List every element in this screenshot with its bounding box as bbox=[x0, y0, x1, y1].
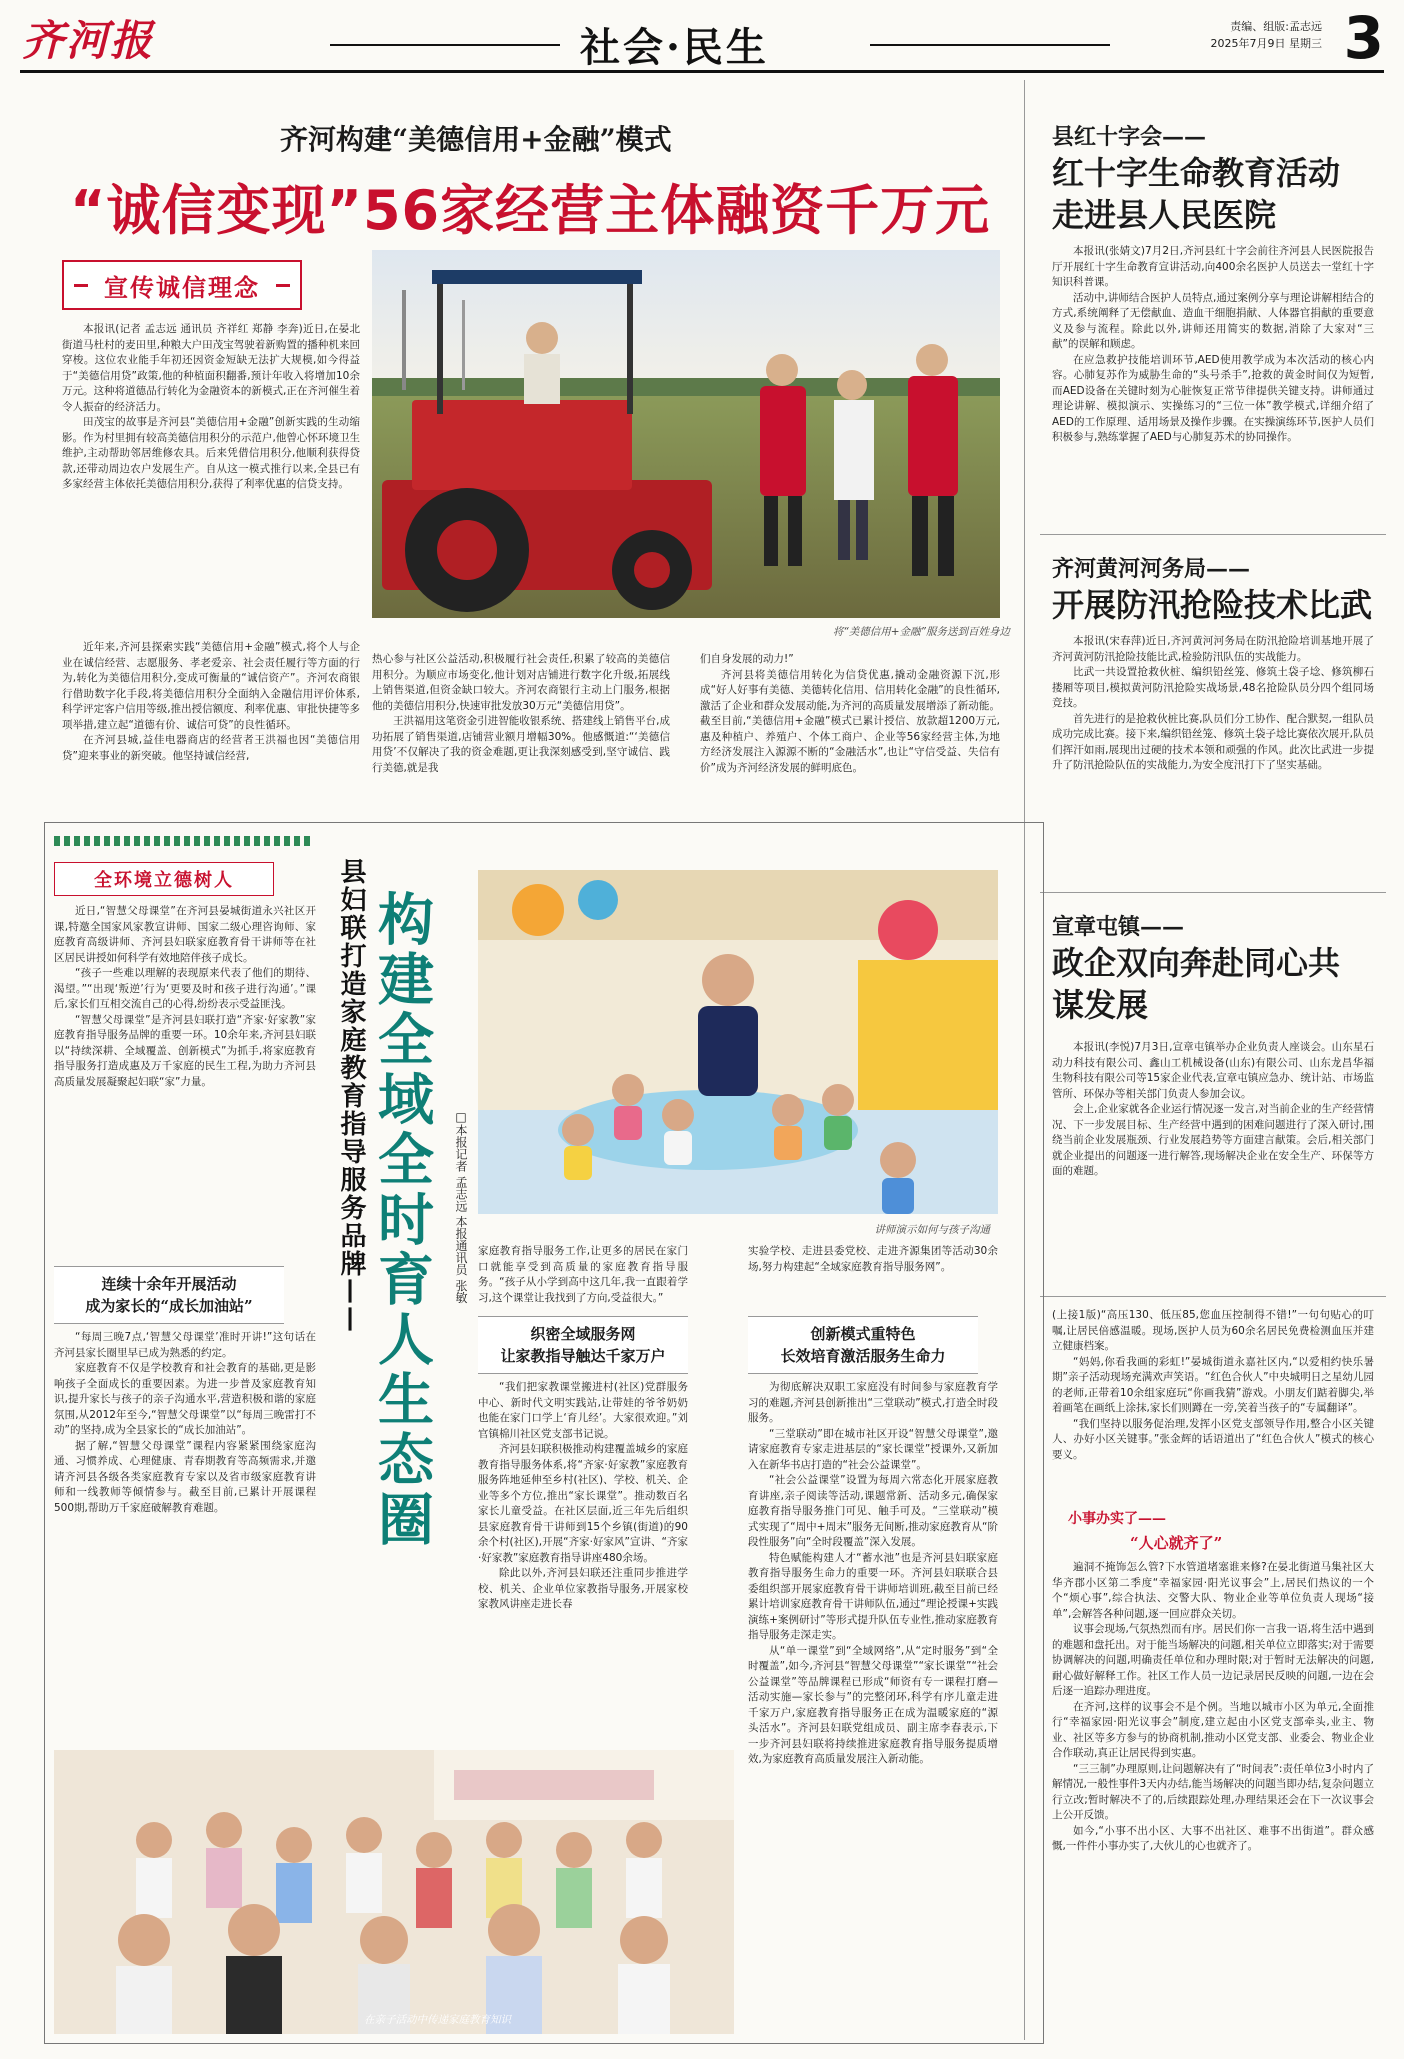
redcross-paragraph: 在应急救护技能培训环节,AED使用教学成为本次活动的核心内容。心肺复苏作为威胁生命的“头号杀手”,抢救的黄金时间仅为短暂,而AED设备在关键时刻为心脏恢复正常节律提供关键支持。讲师通过理论讲解、模拟演示、实操练习的“三位一体”教学模式,详细介绍了AED的工作原理、适用场景及操作步骤。在实操演练环节,医护人员们积极参与,熟练掌握了AED与心肺复苏术的协同操作。 bbox=[1052, 353, 1374, 443]
community-paragraph: 在齐河,这样的议事会不是个例。当地以城市小区为单元,全面推行“幸福家园·阳光议事会”制度,建立起由小区党支部牵头,业主、物业、社区等多方参与的协商机制,推动小区党支部、业委会、物业企业合作联动,真正让居民得到实惠。 bbox=[1052, 1700, 1374, 1759]
xuanzhang-paragraph: 会上,企业家就各企业运行情况逐一发言,对当前企业的生产经营情况、下一步发展目标、生产经营中遇到的困难问题进行了深入研讨,围绕当前企业发展瓶颈、行业发展趋势等方面建言献策。会后,相关部门就企业提出的问题逐一进行解答,现场解决企业在安全生产、环保等方面的难题。 bbox=[1052, 1103, 1374, 1177]
feature-paragraph: “三堂联动”即在城市社区开设“智慧父母课堂”,邀请家庭教育专家走进基层的“家长课堂”授课外,又新加入在新华书店打造的“社会公益课堂”。 bbox=[748, 1427, 998, 1471]
flood-kicker: 齐河黄河河务局—— bbox=[1052, 556, 1251, 582]
redcross-kicker: 县红十字会—— bbox=[1052, 124, 1207, 150]
xuanzhang-body bbox=[1052, 1040, 1374, 1288]
flood-body bbox=[1052, 634, 1374, 884]
feature-paragraph: 特色赋能构建人才“蓄水池”也是齐河县妇联家庭教育指导服务生命力的重要一环。齐河县妇联联合县委组织部开展家庭教育骨干讲师培训班,截至目前已经累计培训家庭教育骨干讲师队伍,通过“理论授课+实践演练+案例研讨”等形式提升队伍专业性,推动家庭教育指导服务走深走实。 bbox=[748, 1551, 998, 1641]
feature-paragraph: “社会公益课堂”设置为每周六常态化开展家庭教育讲座,亲子阅读等活动,课题常新、活动多元,确保家庭教育指导服务推门可见、触手可及。“三堂联动”模式实现了“周中+周末”服务无间断,推动家庭教育从“阶段性服务”向“全时段覆盖”深入发展。 bbox=[748, 1474, 998, 1548]
small-section-headline: “人心就齐了” bbox=[1130, 1534, 1223, 1552]
subhead-line: 织密全域服务网 让家教指导触达千家万户 bbox=[500, 1325, 666, 1365]
editor-credit: 责编、组版:孟志远 bbox=[1230, 20, 1322, 33]
feature-paragraph: “智慧父母课堂”是齐河县妇联打造“齐家·好家教”家庭教育指导服务品牌的重要一环。10余年来,齐河县妇联以“持续深耕、全域覆盖、创新模式”为抓手,将家庭教育指导服务打造成惠及万千家庭的民生工程,为助力齐河县高质量发展凝聚起妇联“家”力量。 bbox=[54, 1013, 316, 1088]
subhead-line: 创新模式重特色 长效培育激活服务生命力 bbox=[780, 1325, 946, 1365]
health-paragraph: “我们坚持以服务促治理,发挥小区党支部领导作用,整合小区关键人、办好小区关键事。”张金辉的话语道出了“红色合伙人”模式的核心要义。 bbox=[1052, 1417, 1374, 1461]
lead-column-1 bbox=[62, 322, 360, 638]
feature-section-1 bbox=[54, 1330, 316, 1730]
redcross-paragraph: 活动中,讲师结合医护人员特点,通过案例分享与理论讲解相结合的方式,系统阐释了无偿献血、造血干细胞捐献、人体器官捐献的重要意义及参与流程。除此以外,讲师还用简实的数据,消除了大家对“三献”的误解和顾虑。 bbox=[1052, 291, 1374, 350]
health-paragraph: “妈妈,你看我画的彩虹!”晏城街道永嘉社区内,“以爱相约快乐暑期”亲子活动现场充满欢声笑语。“红色合伙人”中央城明日之星幼儿园的老师,正带着10余组家庭玩“你画我猜”游戏。小朋友们踮着脚尖,举着画笔在画纸上涂抹,家长们则蹲在一旁,笑着当孩子的“专属翻译”。 bbox=[1052, 1355, 1374, 1414]
feature-paragraph: 实验学校、走进县委党校、走进齐源集团等活动30余场,努力构建起“全域家庭教育指导服务网”。 bbox=[748, 1245, 998, 1273]
flood-headline: 开展防汛抢险技术比武 bbox=[1052, 586, 1373, 624]
header-right-rule bbox=[870, 44, 1110, 46]
parent-child-photo bbox=[54, 1750, 734, 2034]
feature-headline: 构建全域全时育人生态圈 bbox=[369, 890, 435, 1550]
community-paragraph: 遍洞不掩饰怎么管?下水管道堵塞谁来修?在晏北街道马集社区大华齐郡小区第二季度“幸福家园·阳光议事会”上,居民们热议的一个个“烦心事”,综合执法、交警大队、物业企业等单位负责人现场“接单”,会解答各种问题,逐一回应群众关切。 bbox=[1052, 1561, 1374, 1620]
feature-paragraph: 除此以外,齐河县妇联还注重同步推进学校、机关、企业单位家教指导服务,开展家校家教风讲座走进长春 bbox=[478, 1567, 688, 1610]
feature-intro bbox=[54, 904, 316, 1258]
community-paragraph: 议事会现场,气氛热烈而有序。居民们你一言我一语,将生活中遇到的难题和盘托出。对于能当场解决的问题,相关单位立即落实;对于需要协调解决的问题,明确责任单位和办理时限;对于暂时无法解决的问题,耐心做好解释工作。社区工作人员一边记录居民反映的问题,一边在会后逐一追踪办理进度。 bbox=[1052, 1623, 1374, 1697]
header-meta bbox=[1211, 18, 1323, 52]
classroom-photo-caption: 讲师演示如何与孩子沟通 bbox=[874, 1224, 990, 1236]
banner-ornament-left bbox=[74, 284, 88, 287]
feature-right-top bbox=[748, 1244, 998, 1304]
small-section-kicker: 小事办实了—— bbox=[1068, 1511, 1166, 1527]
feature-mid-top bbox=[478, 1244, 688, 1304]
feature-banner-text: 全环境立德树人 bbox=[94, 870, 234, 891]
lead-paragraph: 齐河县将美德信用转化为信贷优惠,撬动金融资源下沉,形成“好人好事有美德、美德转化信用、信用转化金融”的良性循环,激活了企业和群众发展动能,为齐河的高质量发展增添了新动能。截至目前,“美德信用+金融”模式已累计授信、放款超1200万元,惠及种植户、养殖户、个体工商户、企业等56家经营主体,为地方经济发展注入源源不断的“金融活水”,也让“守信受益、失信有价”成为齐河经济发展的鲜明底色。 bbox=[700, 668, 1000, 774]
community-body bbox=[1052, 1560, 1374, 2040]
flood-paragraph: 比武一共设置抢救伙桩、编织铅丝笼、修筑土袋子埝、修筑柳石搂厢等项目,模拟黄河防汛抢险实战场景,48名抢险队员分四个组同场竞技。 bbox=[1052, 666, 1374, 709]
lead-paragraph: 田茂宝的故事是齐河县“美德信用+金融”创新实践的生动缩影。作为村里拥有较高美德信用积分的示范户,他曾心怀环境卫生维护,主动帮助邻居维修农具。后来凭借信用积分,他顺利获得贷款,还带动周边农户发展生产。自从这一模式推行以来,全县已有多家经营主体依托美德信用积分,获得了利率优惠的信贷支持。 bbox=[62, 416, 360, 490]
banner-ornament-right bbox=[276, 284, 290, 287]
feature-paragraph: “我们把家教课堂搬进村(社区)党群服务中心、新时代文明实践站,让带娃的爷爷奶奶也能在家门口学上‘育儿经’。大家很欢迎。”刘官镇棉川社区党支部书记说。 bbox=[478, 1381, 688, 1440]
parent-child-photo-caption: 在亲子活动中传递家庭教育知识 bbox=[364, 2014, 511, 2026]
redcross-paragraph: 本报讯(张婧文)7月2日,齐河县红十字会前往齐河县人民医院报告厅开展红十字生命教育宣讲活动,向400余名医护人员送去一堂红十字知识科普课。 bbox=[1052, 245, 1374, 288]
page-number: 3 bbox=[1343, 4, 1384, 72]
health-body bbox=[1052, 1308, 1374, 1498]
xuanzhang-headline: 政企双向奔赴同心共谋发展 bbox=[1052, 944, 1341, 1024]
flood-paragraph: 本报讯(宋春萍)近日,齐河黄河河务局在防汛抢险培训基地开展了齐河黄河防汛抢险技能比武,检验防汛队伍的实战能力。 bbox=[1052, 635, 1374, 663]
subhead-line: 连续十余年开展活动 成为家长的“成长加油站” bbox=[85, 1275, 253, 1315]
feature-section-3 bbox=[748, 1380, 998, 2030]
section-divider bbox=[1040, 892, 1386, 893]
lead-paragraph: 热心参与社区公益活动,积极履行社会责任,积累了较高的美德信用积分。为顺应市场变化,他计划对店铺进行数字化升级,拓展线上销售渠道,但资金缺口较大。齐河农商银行主动上门服务,根据他的美德信用积分,快速审批发放30万元“美德信用贷”。 bbox=[372, 653, 670, 712]
feature-paragraph: 从“单一课堂”到“全域网络”,从“定时服务”到“全时覆盖”,如今,齐河县“智慧父母课堂”“家长课堂”“社会公益课堂”等品牌课程已形成“师资有专一课程打磨—活动实施—家长参与”的完整闭环,科学有序儿童走进千家万户,家庭教育指导服务正在成为温暖家庭的“源头活水”。齐河县妇联党组成员、副主席李春表示,下一步齐河县妇联将持续推进家庭教育指导服务提质增效,为家庭教育高质量发展注入新动能。 bbox=[748, 1644, 998, 1765]
lead-column-3 bbox=[700, 652, 1000, 812]
feature-byline: □本报记者 孟志远 本报通讯员 张敏 bbox=[454, 1110, 468, 1304]
feature-paragraph: 据了解,“智慧父母课堂”课程内容紧紧围绕家庭沟通、习惯养成、心理健康、青春期教育等高频需求,并邀请齐河县各级各类家庭教育专家以及省市级家庭教育讲师和一线教师等倾情参与。截至目前,已累计开展课程500期,帮助万千家庭破解教育难题。 bbox=[54, 1439, 316, 1514]
xuanzhang-kicker: 宣章屯镇—— bbox=[1052, 914, 1185, 940]
tractor-photo bbox=[372, 250, 1000, 618]
lead-paragraph: 在齐河县城,益佳电器商店的经营者王洪福也因“美德信用贷”迎来事业的新突破。他坚持诚信经营, bbox=[62, 734, 360, 762]
issue-date: 2025年7月9日 星期三 bbox=[1210, 37, 1322, 50]
feature-paragraph: 家庭教育不仅是学校教育和社会教育的基础,更是影响孩子全面成长的重要因素。为进一步普及家庭教育知识,提升家长与孩子的亲子沟通水平,营造积极和谐的家庭氛围,从2012年至今,“智慧父母课堂”以“每周三晚雷打不动”的坚持,成为全县家长的“成长加油站”。 bbox=[54, 1362, 316, 1436]
lead-paragraph: 王洪福用这笔资金引进智能收银系统、搭建线上销售平台,成功拓展了销售渠道,店铺营业额月增幅30%。他感慨道:“‘美德信用贷’不仅解决了我的资金难题,更让我深刻感受到,坚守诚信、践行美德,就是我 bbox=[372, 715, 670, 774]
xuanzhang-paragraph: 本报讯(李悦)7月3日,宣章屯镇举办企业负责人座谈会。山东星石动力科技有限公司、鑫山工机械设备(山东)有限公司、山东龙昌华福生物科技有限公司等15家企业代表,宣章屯镇应急办、统计站、市场监管所、环保办等相关部门负责人参加会议。 bbox=[1052, 1041, 1374, 1100]
banner-text: 宣传诚信理念 bbox=[104, 272, 260, 302]
section-divider bbox=[1040, 534, 1386, 535]
classroom-photo bbox=[478, 870, 998, 1214]
feature-subheadline: 县妇联打造家庭教育指导服务品牌—— bbox=[336, 858, 366, 1334]
community-paragraph: “三三制”办理原则,让问题解决有了“时间表”:责任单位3小时内了解情况,一般性事件3天内办结,能当场解决的问题当即办结,复杂问题立行立改;暂时解决不了的,后续跟踪处理,办理结果还会在下一次议事会上公开反馈。 bbox=[1052, 1762, 1374, 1821]
flood-paragraph: 首先进行的是抢救伙桩比赛,队员们分工协作、配合默契,一组队员成功完成比赛。接下来,编织铅丝笼、修筑土袋子埝比赛依次展开,队员们挥汗如雨,展现出过硬的技术本领和顽强的作风。此次比武进一步提升了防汛抢险队伍的实战能力,为安全度汛打下了坚实基础。 bbox=[1052, 712, 1374, 771]
lead-headline: “诚信变现”56家经营主体融资千万元 bbox=[70, 179, 991, 242]
integrity-banner bbox=[62, 260, 302, 310]
feature-subhead-3 bbox=[748, 1316, 978, 1374]
lead-paragraph: 们自身发展的动力!” bbox=[700, 653, 794, 665]
tractor-photo-caption: 将“美德信用+金融”服务送到百姓身边 bbox=[832, 626, 1010, 638]
redcross-headline: 红十字生命教育活动走进县人民医院 bbox=[1052, 154, 1341, 234]
feature-paragraph: 家庭教育指导服务工作,让更多的居民在家门口就能享受到高质量的家庭教育指导服务。“孩子从小学到高中这几年,我一直跟着学习,这个课堂让我找到了方向,受益很大。” bbox=[478, 1245, 688, 1304]
community-paragraph: 如今,“小事不出小区、大事不出社区、难事不出街道”。群众感慨,一件件小事办实了,大伙儿的心也就齐了。 bbox=[1052, 1824, 1374, 1852]
lead-paragraph: 近年来,齐河县探索实践“美德信用+金融”模式,将个人与企业在诚信经营、志愿服务、孝老爱亲、社会责任履行等方面的行为,转化为美德信用积分,变成可衡量的“诚信资产”。齐河农商银行借助数字化手段,将美德信用积分全面纳入金融信用评价体系,科学评定客户信用等级,推出授信额度、利率优惠、审批快捷等多项举措,建立起“道德有价、诚信可贷”的良性循环。 bbox=[62, 641, 360, 731]
redcross-body bbox=[1052, 244, 1374, 526]
feature-subhead-1 bbox=[54, 1266, 284, 1324]
feature-decor-strip bbox=[54, 836, 314, 846]
lead-column-1b bbox=[62, 640, 360, 812]
header-left-rule bbox=[330, 44, 560, 46]
feature-section-2 bbox=[478, 1380, 688, 1742]
health-paragraph: (上接1版)“高压130、低压85,您血压控制得不错!”一句句贴心的叮嘱,让居民倍感温暖。现场,医护人员为60余名居民免费检测血压并建立健康档案。 bbox=[1052, 1309, 1374, 1352]
feature-banner bbox=[54, 862, 274, 896]
section-title: 社会·民生 bbox=[580, 24, 769, 71]
lead-column-2 bbox=[372, 652, 670, 812]
feature-paragraph: “孩子一些难以理解的表现原来代表了他们的期待、渴望。”“出现‘叛逆’行为‘更要及时和孩子进行沟通’。”课后,家长们互相交流自己的心得,纷纷表示受益匪浅。 bbox=[54, 967, 316, 1010]
masthead-logo: 齐河报 bbox=[22, 16, 155, 65]
feature-paragraph: “每周三晚7点,‘智慧父母课堂’准时开讲!”这句话在齐河县家长圈里早已成为熟悉的约定。 bbox=[54, 1331, 316, 1359]
lead-paragraph: 本报讯(记者 孟志远 通讯员 齐祥红 郑静 李奔)近日,在晏北街道马杜村的麦田里,种粮大户田茂宝驾驶着新购置的播种机来回穿梭。这位农业能手年初还因资金短缺无法扩大规模,如今得益于“美德信用贷”政策,他的种植面积翻番,预计年收入将增加10余万元。这种将道德品行转化为金融资本的新模式,正在齐河催生着令人振奋的经济活力。 bbox=[62, 323, 360, 413]
feature-subhead-2 bbox=[478, 1316, 688, 1374]
lead-kicker: 齐河构建“美德信用+金融”模式 bbox=[280, 123, 672, 156]
section-divider bbox=[1040, 1296, 1386, 1297]
feature-paragraph: 为彻底解决双职工家庭没有时间参与家庭教育学习的难题,齐河县创新推出“三堂联动”模式,打造全时段服务。 bbox=[748, 1381, 998, 1424]
feature-paragraph: 近日,“智慧父母课堂”在齐河县晏城街道永兴社区开课,特邀全国家风家教宣讲师、国家二级心理咨询师、家庭教育高级讲师、齐河县妇联家庭教育骨干讲师等在社区居民讲授如何科学有效地陪伴孩子成长。 bbox=[54, 905, 316, 964]
feature-paragraph: 齐河县妇联积极推动构建覆盖城乡的家庭教育指导服务体系,将“齐家·好家教”家庭教育服务阵地延伸至乡村(社区)、学校、机关、企业等多个方位,推出“家长课堂”。推动数百名家长儿童受益。在社区层面,近三年先后组织县家庭教育骨干讲师到15个乡镇(街道)的90余个村(社区),开展“齐家·好家风”宣讲、“齐家·好家教”家庭教育指导讲座480余场。 bbox=[478, 1443, 688, 1564]
